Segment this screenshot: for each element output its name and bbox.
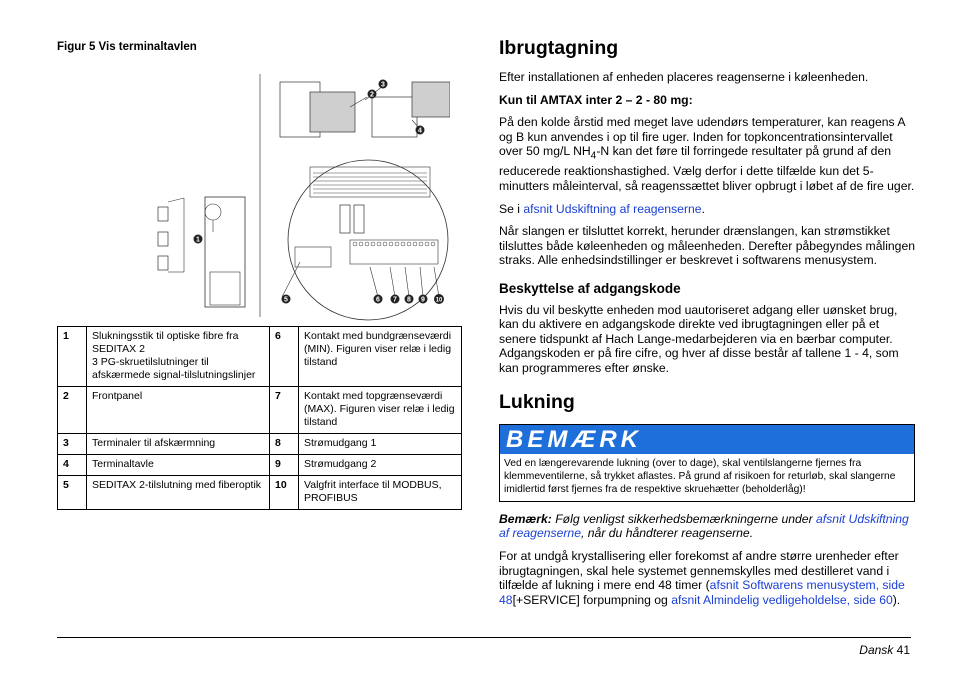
text: På den kolde årstid med meget lave udendørs temperaturer, kan reagens A og B kun anvendes i op til fire uger. Inden for topkoncentrationsintervallet over 50 mg/L NH [499,115,905,159]
legend-row [58,387,462,434]
legend-num: 3 [58,434,87,455]
section-title-ibrugtagning: Ibrugtagning [499,37,619,59]
note-label: Bemærk: [499,511,552,526]
callout-1: 1 [196,236,200,244]
callout-2: 2 [370,91,374,99]
text: . [701,201,705,216]
callout-5: 5 [284,296,288,304]
legend-num: 1 [58,327,87,387]
terminal-board-figure [150,72,450,322]
link-maintenance[interactable]: afsnit Almindelig vedligeholdelse, side 60 [671,592,893,607]
legend-num: 10 [270,476,299,510]
legend-text: Slukningsstik til optiske fibre fra SEDITAX 2 3 PG-skruetilslutninger til afskærmede signal-tilslutningslinjer [87,327,270,387]
callout-4: 4 [418,127,422,135]
subscript: 4 [590,150,597,162]
legend-num: 2 [58,387,87,434]
legend-num: 7 [270,387,299,434]
note-box [499,424,915,502]
subheading: Kun til AMTAX inter 2 – 2 - 80 mg: [499,92,693,107]
legend-text: Frontpanel [87,387,270,434]
footer-language: Dansk [859,643,894,657]
callout-3: 3 [381,81,385,89]
callout-10: 10 [435,297,443,304]
paragraph [499,202,915,217]
legend-table [57,326,462,510]
legend-text: Kontakt med bundgrænseværdi (MIN). Figuren viser relæ i ledig tilstand [299,327,462,387]
legend-text: Terminaltavle [87,455,270,476]
text: -N kan det føre til forringede resultater på grund af den reducerede reaktionshastighed. Vælg derfor i dette tilfælde kun det 5-minutters måleinterval, så reagenssættet bliver opbrugt i løbet af de fire uger. [499,144,915,193]
callout-9: 9 [421,296,425,304]
legend-row [58,327,462,387]
legend-num: 6 [270,327,299,387]
text: [+SERVICE] forpumpning og [512,592,672,607]
legend-text: Strømudgang 1 [299,434,462,455]
link-software-menu[interactable]: afsnit Softwarens menusystem, side 48 [499,578,905,607]
callout-8: 8 [407,296,411,304]
callout-7: 7 [393,296,397,304]
text: ). [892,592,901,607]
paragraph: Når slangen er tilsluttet korrekt, herunder drænslangen, kan strømstikket tilsluttes både køleenheden og måleenheden. Derefter påbegyndes målingen straks. Alle enhedsindstillinger er beskrevet i softwarens menusystem. [499,224,916,268]
legend-num: 5 [58,476,87,510]
page-number: 41 [896,643,910,657]
footer-divider [57,637,911,638]
section-title-lukning: Lukning [499,390,575,413]
note-body: Ved en længerevarende lukning (over to dage), skal ventilslangerne fjernes fra klemmeventilerne, så trykket aflastes. På grund af risikoen for returløb, skal slangerne imidlertid først fjernes fra de respektive skruehætter (beholderlåg)! [504,457,896,496]
legend-num: 9 [270,455,299,476]
legend-text: Strømudgang 2 [299,455,462,476]
note-paragraph [499,512,915,541]
callout-6: 6 [376,296,380,304]
legend-row [58,434,462,455]
paragraph [499,115,915,193]
legend-text: Terminaler til afskærmning [87,434,270,455]
legend-text: Kontakt med topgrænseværdi (MAX). Figuren viser relæ i ledig tilstand [299,387,462,434]
paragraph: Hvis du vil beskytte enheden mod uautoriseret adgang eller uønsket brug, kan du aktivere en adgangskode direkte ved ibrugtagningen eller på et senere tidspunkt af Hach Lange-medarbejderen via en bærbar computer. Adgangskoden er på fire cifre, og hver af disse består af tallene 1 - 4, som kan programmeres efter ønske. [499,302,899,375]
link-reagent-replacement[interactable]: afsnit Udskiftning af reagenserne [523,201,702,216]
legend-num: 4 [58,455,87,476]
text: For at undgå krystallisering eller forekomst af andre større urenheder efter ibrugtagningen, skal hele systemet gennemskylles med destilleret vand i tilfælde af lukning i mere end 48 timer ( [499,548,899,593]
paragraph [499,549,915,607]
legend-text: Valgfrit interface til MODBUS, PROFIBUS [299,476,462,510]
section-title-beskyttelse: Beskyttelse af adgangskode [499,280,681,296]
figure-caption: Figur 5 Vis terminaltavlen [57,41,197,53]
legend-num: 8 [270,434,299,455]
text: , når du håndterer reagenserne. [581,526,754,541]
page-footer [859,643,910,657]
note-header: BEMÆRK [500,425,914,454]
link-reagent-replacement-2[interactable]: afsnit Udskiftning af reagenserne [499,511,909,541]
legend-row [58,476,462,510]
text: Følg venligst sikkerhedsbemærkningerne under [551,511,817,526]
paragraph: Efter installationen af enheden placeres reagenserne i køleenheden. [499,70,869,84]
right-column [499,36,915,615]
text: Se i [499,201,524,216]
legend-text: SEDITAX 2-tilslutning med fiberoptik [87,476,270,510]
legend-row [58,455,462,476]
